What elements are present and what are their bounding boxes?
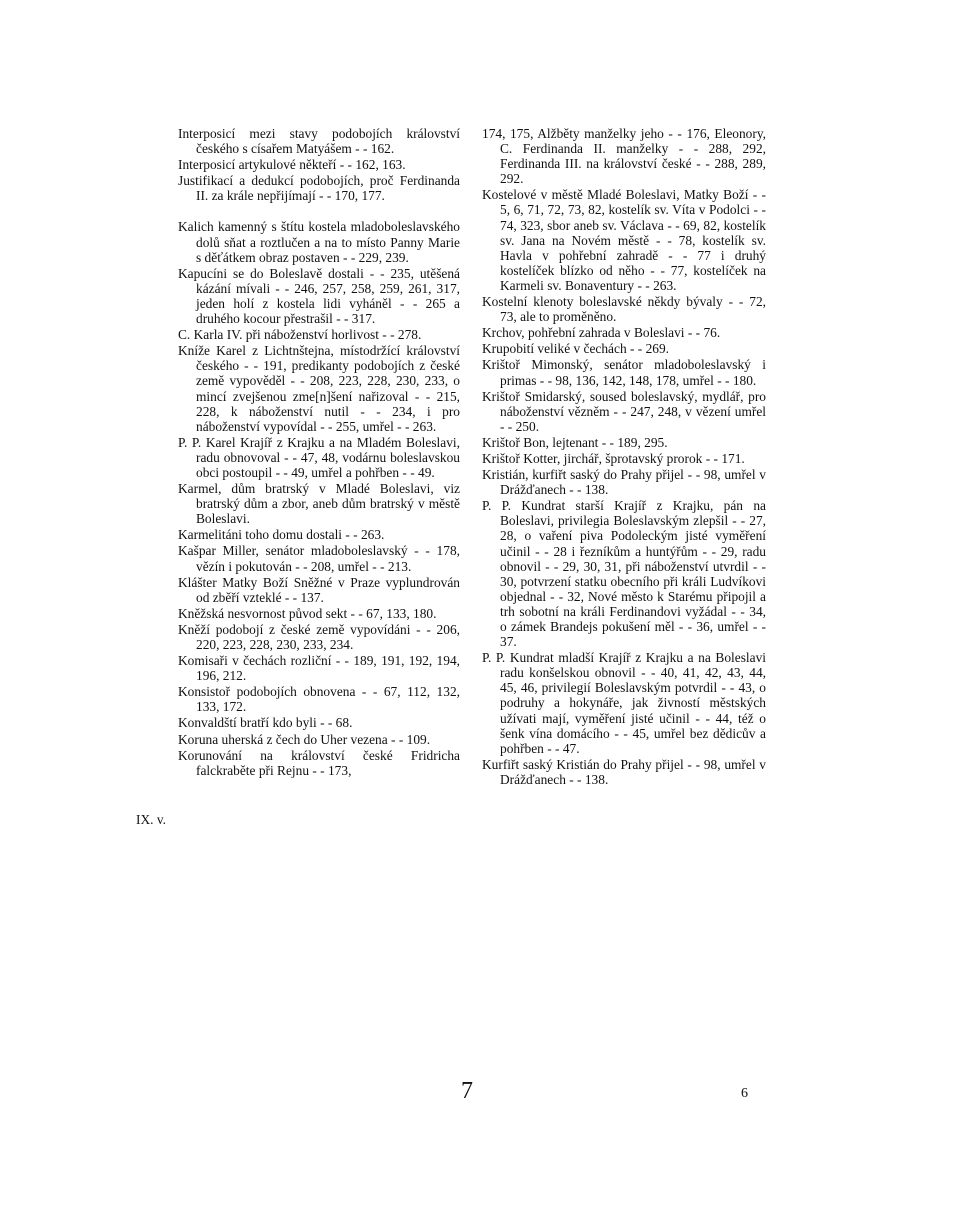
index-entry: Koruna uherská z čech do Uher vezena - - 109. bbox=[178, 731, 431, 747]
index-entry: Kněží podobojí z české země vypovídáni - - 206, 220, 223, 228, 230, 233, 234. bbox=[178, 621, 460, 652]
index-entry: Kapucíni se do Boleslavě dostali - - 235, utěšená kázání mívali - - 246, 257, 258, 259, 261, 317, jeden holí z kostela lidi vyháněl - - 265 a druhého kocour přestrašil - - 317. bbox=[178, 265, 460, 327]
index-entry: Krištoř Mimonský, senátor mladoboleslavský i primas - - 98, 136, 142, 148, 178, umřel - - 180. bbox=[482, 357, 766, 388]
index-entry: C. Karla IV. při náboženství horlivost - - 278. bbox=[178, 327, 422, 343]
left-column bbox=[178, 126, 460, 779]
index-entry: P. P. Kundrat mladší Krajíř z Krajku a na Boleslavi radu konšelskou obnovil - - 40, 41, 42, 43, 44, 45, 46, privilegií Boleslavským potvrdil - - 43, o podruhy a hokynáře, jak živností městských užívati mají, vyměření jisté učinil - - 44, též o šenk vína domácího - - 45, umřel bez dědicův a pohřben - - 47. bbox=[482, 650, 766, 756]
index-entry: Krištoř Smidarský, soused boleslavský, mydlář, pro náboženství vězněm - - 247, 248, v vězení umřel - - 250. bbox=[482, 388, 766, 434]
index-entry: Kalich kamenný s štítu kostela mladoboleslavského dolů sňat a roztlučen a na to místo Panny Marie s děťátkem obraz postaven - - 229, 239. bbox=[178, 219, 460, 265]
index-entry: Interposicí artykulové někteří - - 162, 163. bbox=[178, 157, 406, 173]
index-entry: Komisaři v čechách rozliční - - 189, 191, 192, 194, 196, 212. bbox=[178, 653, 460, 684]
index-entry: Karmel, dům bratrský v Mladé Boleslavi, viz bratrský dům a zbor, aneb dům bratrský v městě Boleslavi. bbox=[178, 481, 460, 527]
index-entry: 174, 175, Alžběty manželky jeho - - 176, Eleonory, C. Ferdinanda II. manželky - - 288, 292, Ferdinanda III. na království české - - 288, 289, 292. bbox=[482, 126, 766, 187]
index-entry: Kristián, kurfiřt saský do Prahy přijel - - 98, umřel v Drážďanech - - 138. bbox=[482, 467, 766, 498]
index-entry: Justifikací a dedukcí podobojích, proč Ferdinanda II. za krále nepřijímají - - 170, 177. bbox=[178, 173, 460, 204]
margin-note: IX. v. bbox=[136, 812, 166, 827]
secondary-page-number: 6 bbox=[741, 1086, 748, 1101]
index-entry: Krupobití veliké v čechách - - 269. bbox=[482, 341, 670, 357]
index-entry: Kníže Karel z Lichtnštejna, místodržící království českého - - 191, predikanty podobojích z české země vypověděl - - 208, 223, 228, 230, 233, o mincí zvejšenou zme[n]šení nařizoval - - 215, 228, k náboženství nutil - - 234, i pro náboženství vypovídal - - 255, umřel - - 263. bbox=[178, 343, 460, 434]
page-number: 7 bbox=[461, 1078, 473, 1104]
index-entry: Kostelní klenoty boleslavské někdy bývaly - - 72, 73, ale to proměněno. bbox=[482, 294, 766, 325]
index-entry: Krištoř Kotter, jirchář, šprotavský prorok - - 171. bbox=[482, 450, 745, 466]
index-entry: Krchov, pohřební zahrada v Boleslavi - - 76. bbox=[482, 325, 721, 341]
index-entry: P. P. Karel Krajíř z Krajku a na Mladém Boleslavi, radu obnovoval - - 47, 48, vodárnu boleslavskou obci postoupil - - 49, umřel a pohřben - - 49. bbox=[178, 434, 460, 480]
index-entry: Konvaldští bratří kdo byli - - 68. bbox=[178, 715, 353, 731]
index-entry: Krištoř Bon, lejtenant - - 189, 295. bbox=[482, 434, 668, 450]
index-entry: Interposicí mezi stavy podobojích království českého s císařem Matyášem - - 162. bbox=[178, 126, 460, 157]
index-entry: Kurfiřt saský Kristián do Prahy přijel - - 98, umřel v Drážďanech - - 138. bbox=[482, 756, 766, 787]
right-column bbox=[482, 126, 766, 788]
index-entry: P. P. Kundrat starší Krajíř z Krajku, pán na Boleslavi, privilegia Boleslavským zlepšil - - 27, 28, o vaření piva Podoleckým jisté vyměření učinil - - 28 i řezníkům a huntýřům - - 29, radu obnovil - - 29, 30, 31, při náboženství utvrdil - - 30, potvrzení statku obecního při králi Ludvíkovi objednal - - 32, Nové město k Starému připojil a trh sobotní na králi Ferdinandovi vyžádal - - 34, o zámek Brandejs pokušení měl - - 36, umřel - - 37. bbox=[482, 498, 766, 650]
index-entry: Klášter Matky Boží Sněžné v Praze vyplundrován od zběří vzteklé - - 137. bbox=[178, 574, 460, 605]
index-entry: Kněžská nesvornost původ sekt - - 67, 133, 180. bbox=[178, 605, 437, 621]
index-entry: Konsistoř podobojích obnovena - - 67, 112, 132, 133, 172. bbox=[178, 684, 460, 715]
index-entry: Kostelové v městě Mladé Boleslavi, Matky Boží - - 5, 6, 71, 72, 73, 82, kostelík sv. Víta v Podolci - - 74, 323, sbor aneb sv. Václava - - 69, 82, kostelík sv. Jana na Novém městě - - 78, kostelík sv. Havla v pohřební zahradě - - 77 i druhý kostelíček blízko od něho - - 77, kostelíček na Karmeli sv. Bonaventury - - 263. bbox=[482, 187, 766, 293]
index-entry: Kašpar Miller, senátor mladoboleslavský - - 178, vězín i pokutován - - 208, umřel - - 213. bbox=[178, 543, 460, 574]
index-entry: Korunování na království české Fridricha falckraběte při Rejnu - - 173, bbox=[178, 747, 460, 778]
index-entry: Karmelitáni toho domu dostali - - 263. bbox=[178, 527, 385, 543]
